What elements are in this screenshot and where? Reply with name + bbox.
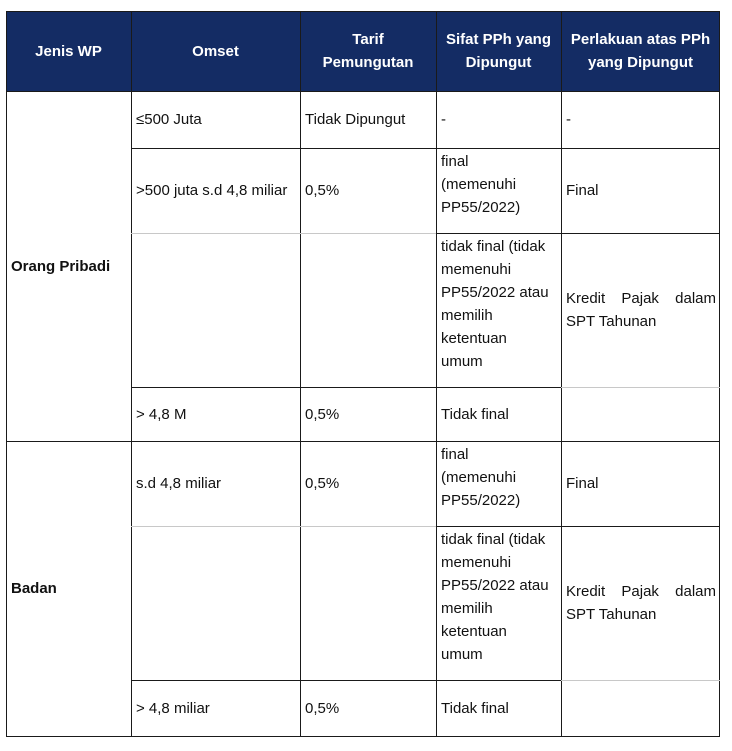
row-divider-faint xyxy=(131,233,436,234)
sifat-line: ketentuan xyxy=(441,330,507,347)
perlakuan-cell xyxy=(561,148,720,233)
tarif-value: 0,5% xyxy=(305,475,340,492)
perlakuan-cell xyxy=(561,441,720,526)
sifat-cell xyxy=(436,233,561,387)
sifat-line: umum xyxy=(441,646,483,663)
tarif-cell xyxy=(300,680,436,736)
tarif-cell xyxy=(300,91,436,148)
tarif-cell-empty xyxy=(300,233,436,387)
table-border-top xyxy=(6,11,720,12)
table-border-bottom xyxy=(6,736,720,737)
perlakuan-value: Final xyxy=(566,182,599,199)
row-divider xyxy=(131,680,561,681)
header-perlakuan xyxy=(561,11,720,91)
sifat-value: - xyxy=(441,111,446,128)
column-divider xyxy=(300,11,301,737)
omset-cell-empty xyxy=(131,526,300,680)
sifat-line: memilih xyxy=(441,600,493,617)
tarif-value: 0,5% xyxy=(305,699,340,717)
sifat-line: tidak final (tidak xyxy=(441,238,546,255)
sifat-value: Tidak final xyxy=(441,405,509,423)
sifat-line: memenuhi xyxy=(441,554,512,571)
sifat-line: tidak final (tidak xyxy=(441,531,546,548)
perlakuan-line: Kredit Pajak dalam xyxy=(566,290,716,307)
header-sifat xyxy=(436,11,561,91)
sifat-line: memenuhi xyxy=(441,261,512,278)
sifat-value: Tidak final xyxy=(441,699,509,717)
sifat-line: PP55/2022 atau xyxy=(441,284,549,301)
sifat-line: final xyxy=(441,153,469,170)
row-divider xyxy=(436,233,720,234)
row-divider-faint xyxy=(561,387,720,388)
perlakuan-cell xyxy=(561,526,720,680)
perlakuan-line: SPT Tahunan xyxy=(566,606,657,623)
tarif-cell xyxy=(300,148,436,233)
header-omset xyxy=(131,11,300,91)
perlakuan-value xyxy=(566,287,716,333)
omset-cell xyxy=(131,441,300,526)
tarif-cell xyxy=(300,441,436,526)
sifat-cell xyxy=(436,91,561,148)
tarif-value: Tidak Dipungut xyxy=(305,111,406,128)
omset-value: > 4,8 M xyxy=(136,405,187,423)
row-divider xyxy=(436,526,720,527)
sifat-cell xyxy=(436,148,561,233)
perlakuan-line: Kredit Pajak dalam xyxy=(566,583,716,600)
table-border-right xyxy=(719,11,720,737)
jenis-wp-label: Badan xyxy=(11,580,57,597)
header-perlakuan-line2: yang Dipungut xyxy=(588,54,693,71)
perlakuan-cell xyxy=(561,233,720,387)
sifat-line: memilih xyxy=(441,307,493,324)
sifat-line: (memenuhi xyxy=(441,469,517,486)
omset-value: > 4,8 miliar xyxy=(136,699,210,717)
sifat-line: PP55/2022 atau xyxy=(441,577,549,594)
sifat-cell xyxy=(436,526,561,680)
column-divider xyxy=(131,11,132,737)
tarif-cell-empty xyxy=(300,526,436,680)
sifat-line: final xyxy=(441,446,469,463)
tax-table xyxy=(6,11,720,737)
perlakuan-cell xyxy=(561,91,720,148)
perlakuan-value xyxy=(566,580,716,626)
header-tarif-line2: Pemungutan xyxy=(322,54,414,71)
header-perlakuan-line1: Perlakuan atas PPh xyxy=(570,31,711,48)
sifat-line: PP55/2022) xyxy=(441,492,521,509)
omset-cell xyxy=(131,148,300,233)
header-jenis-wp xyxy=(6,11,131,91)
omset-cell-empty xyxy=(131,233,300,387)
header-sifat-line2: Dipungut xyxy=(465,54,532,71)
header-tarif-line1: Tarif xyxy=(352,31,384,48)
tarif-value: 0,5% xyxy=(305,182,340,199)
perlakuan-value: - xyxy=(566,111,571,128)
jenis-wp-badan xyxy=(6,441,131,736)
sifat-line: ketentuan xyxy=(441,623,507,640)
row-divider xyxy=(131,148,720,149)
sifat-value xyxy=(441,443,520,512)
sifat-line: (memenuhi xyxy=(441,176,517,193)
sifat-line: PP55/2022) xyxy=(441,199,521,216)
tarif-value: 0,5% xyxy=(305,405,340,423)
sifat-line: umum xyxy=(441,353,483,370)
row-divider xyxy=(6,441,720,442)
jenis-wp-orang-pribadi xyxy=(6,91,131,441)
sifat-cell xyxy=(436,387,561,441)
column-divider xyxy=(561,11,562,737)
row-divider-faint xyxy=(561,680,720,681)
row-divider xyxy=(6,91,720,92)
header-tarif xyxy=(300,11,436,91)
header-omset-label: Omset xyxy=(192,42,239,60)
row-divider-faint xyxy=(131,526,436,527)
header-jenis-wp-label: Jenis WP xyxy=(35,42,102,60)
omset-value: >500 juta s.d 4,8 miliar xyxy=(136,182,288,199)
perlakuan-cell-empty xyxy=(561,387,720,441)
column-divider xyxy=(436,11,437,737)
omset-value: s.d 4,8 miliar xyxy=(136,475,222,492)
row-divider xyxy=(131,387,561,388)
sifat-cell xyxy=(436,441,561,526)
perlakuan-cell-empty xyxy=(561,680,720,736)
omset-cell xyxy=(131,680,300,736)
sifat-value xyxy=(441,528,549,666)
omset-cell xyxy=(131,91,300,148)
table-border-left xyxy=(6,11,7,737)
sifat-value xyxy=(441,235,549,373)
perlakuan-line: SPT Tahunan xyxy=(566,313,657,330)
omset-value: ≤500 Juta xyxy=(136,111,202,128)
header-sifat-line1: Sifat PPh yang xyxy=(445,31,552,48)
perlakuan-value: Final xyxy=(566,475,599,492)
omset-cell xyxy=(131,387,300,441)
tarif-cell xyxy=(300,387,436,441)
sifat-cell xyxy=(436,680,561,736)
sifat-value xyxy=(441,150,520,219)
jenis-wp-label: Orang Pribadi xyxy=(11,257,111,275)
